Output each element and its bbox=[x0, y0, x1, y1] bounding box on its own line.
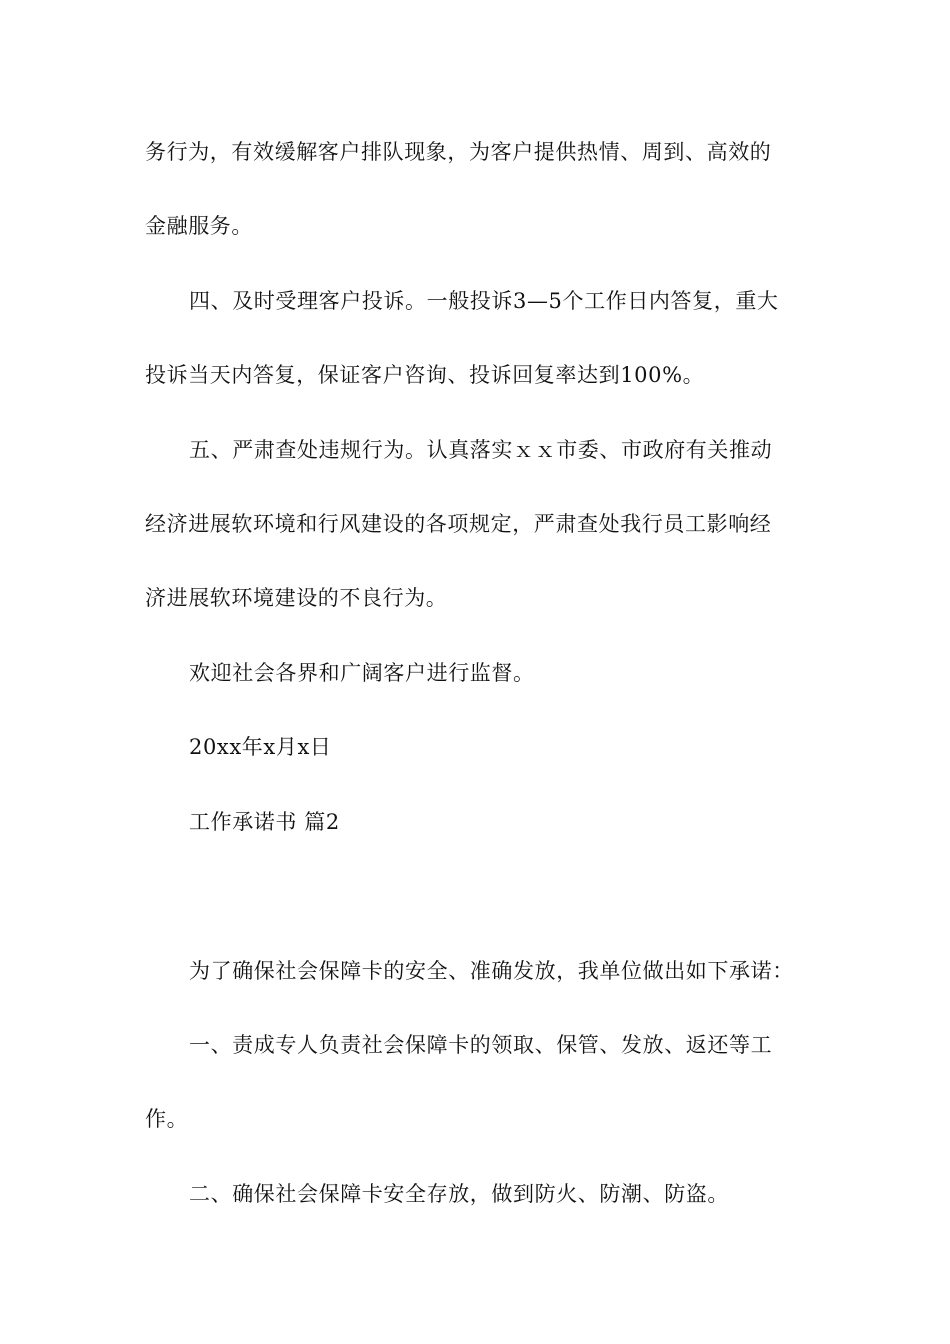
paragraph-line: 务行为，有效缓解客户排队现象，为客户提供热情、周到、高效的 bbox=[145, 140, 772, 164]
paragraph-line: 一、责成专人负责社会保障卡的领取、保管、发放、返还等工 bbox=[189, 1033, 773, 1057]
paragraph-line: 作。 bbox=[145, 1107, 189, 1131]
paragraph-line: 欢迎社会各界和广阔客户进行监督。 bbox=[189, 661, 535, 685]
date-line: 20xx年x月x日 bbox=[189, 735, 332, 759]
paragraph-line: 五、严肃查处违规行为。认真落实ｘｘ市委、市政府有关推动 bbox=[189, 438, 773, 462]
paragraph-line: 四、及时受理客户投诉。一般投诉3—5个工作日内答复，重大 bbox=[189, 289, 779, 313]
paragraph-line: 投诉当天内答复，保证客户咨询、投诉回复率达到100%。 bbox=[145, 363, 705, 387]
paragraph-line: 二、确保社会保障卡安全存放，做到防火、防潮、防盗。 bbox=[189, 1182, 729, 1206]
paragraph-line: 济进展软环境建设的不良行为。 bbox=[145, 586, 448, 610]
paragraph-line: 金融服务。 bbox=[145, 214, 253, 238]
section-heading: 工作承诺书 篇2 bbox=[189, 810, 340, 834]
paragraph-line: 为了确保社会保障卡的安全、准确发放，我单位做出如下承诺： bbox=[189, 959, 794, 983]
paragraph-line: 经济进展软环境和行风建设的各项规定，严肃查处我行员工影响经 bbox=[145, 512, 772, 536]
